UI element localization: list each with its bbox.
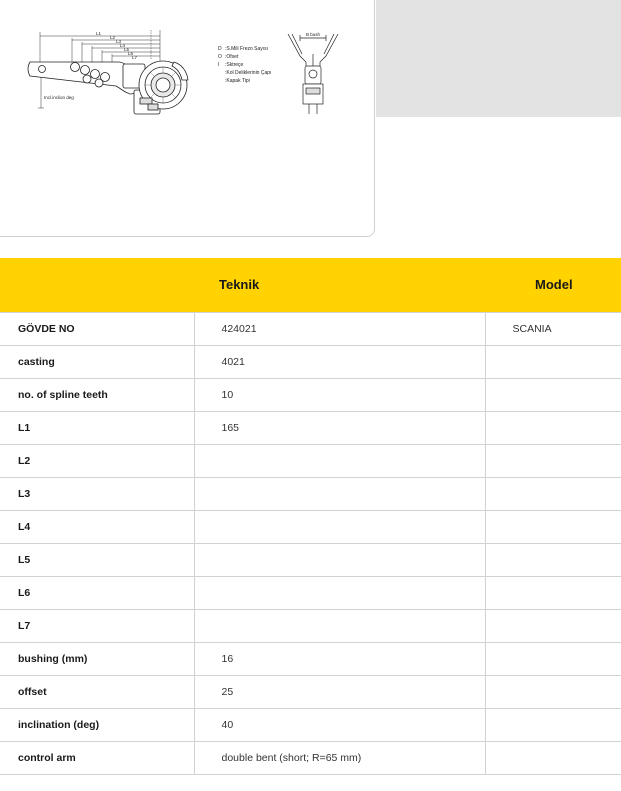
- table-row: [0, 610, 621, 643]
- row-label: GÖVDE NO: [0, 313, 194, 346]
- row-value: 40: [194, 709, 485, 742]
- row-model: [485, 379, 621, 412]
- dim-label-l1: L1: [96, 31, 102, 36]
- row-model: [485, 412, 621, 445]
- legend-text-bush: :Kol Deliklerinin Çapı: [225, 70, 272, 76]
- legend-key-i: I: [218, 62, 220, 68]
- dim-label-l5: L5: [124, 47, 130, 52]
- row-label: bushing (mm): [0, 643, 194, 676]
- row-model: [485, 709, 621, 742]
- row-model: [485, 511, 621, 544]
- product-drawing-card: [0, 0, 375, 237]
- table-row: [0, 676, 621, 709]
- row-model: [485, 577, 621, 610]
- dim-label-l3: L3: [116, 39, 122, 44]
- spec-table: [0, 312, 621, 775]
- legend-text-o: :Ofset: [225, 54, 239, 60]
- row-value: 165: [194, 412, 485, 445]
- row-label: L7: [0, 610, 194, 643]
- row-label: L4: [0, 511, 194, 544]
- row-label: L5: [0, 544, 194, 577]
- row-label: no. of spline teeth: [0, 379, 194, 412]
- row-model: [485, 610, 621, 643]
- slack-adjuster-drawing: [0, 0, 375, 237]
- row-label: inclination (deg): [0, 709, 194, 742]
- row-value: [194, 478, 485, 511]
- row-model: [485, 544, 621, 577]
- table-row: [0, 478, 621, 511]
- table-row: [0, 709, 621, 742]
- dim-label-l6: L6: [128, 51, 134, 56]
- table-row: [0, 511, 621, 544]
- table-row: [0, 544, 621, 577]
- bushing-dim-label: B bush: [306, 32, 321, 37]
- row-label: L1: [0, 412, 194, 445]
- table-header-bar: [0, 258, 621, 312]
- row-value: 25: [194, 676, 485, 709]
- dim-label-l7: L7: [132, 55, 138, 60]
- row-model: [485, 742, 621, 775]
- row-model: [485, 445, 621, 478]
- row-value: 10: [194, 379, 485, 412]
- table-row: [0, 412, 621, 445]
- row-value: double bent (short; R=65 mm): [194, 742, 485, 775]
- row-model: SCANIA: [485, 313, 621, 346]
- dim-label-l4: L4: [120, 43, 126, 48]
- row-value: [194, 610, 485, 643]
- row-value: 4021: [194, 346, 485, 379]
- row-value: 16: [194, 643, 485, 676]
- row-value: [194, 511, 485, 544]
- grey-panel: [376, 0, 621, 117]
- row-label: L6: [0, 577, 194, 610]
- table-row: [0, 346, 621, 379]
- row-label: L3: [0, 478, 194, 511]
- drawing-legend: [218, 46, 271, 84]
- table-row: [0, 577, 621, 610]
- table-row: [0, 742, 621, 775]
- row-label: L2: [0, 445, 194, 478]
- side-view-clevis: [288, 34, 338, 114]
- legend-text-i: :Sktreçe: [225, 62, 244, 68]
- header-teknik: Teknik: [219, 277, 260, 292]
- table-row: [0, 313, 621, 346]
- row-label: control arm: [0, 742, 194, 775]
- row-value: [194, 544, 485, 577]
- legend-text-cover: :Kapak Tipi: [225, 78, 250, 84]
- table-row: [0, 445, 621, 478]
- angle-label: Incl.inclion deg: [44, 95, 74, 100]
- header-model: Model: [535, 277, 573, 292]
- row-label: casting: [0, 346, 194, 379]
- row-model: [485, 676, 621, 709]
- legend-text-d: :S.Mili Frezo Sayısı: [225, 46, 269, 52]
- row-value: [194, 445, 485, 478]
- row-value: 424021: [194, 313, 485, 346]
- row-label: offset: [0, 676, 194, 709]
- arm-body: [28, 61, 188, 114]
- legend-key-d: D: [218, 46, 222, 52]
- row-model: [485, 346, 621, 379]
- row-model: [485, 478, 621, 511]
- row-model: [485, 643, 621, 676]
- row-value: [194, 577, 485, 610]
- table-row: [0, 643, 621, 676]
- dim-label-l2: L2: [110, 35, 116, 40]
- legend-key-o: O: [218, 54, 222, 60]
- table-row: [0, 379, 621, 412]
